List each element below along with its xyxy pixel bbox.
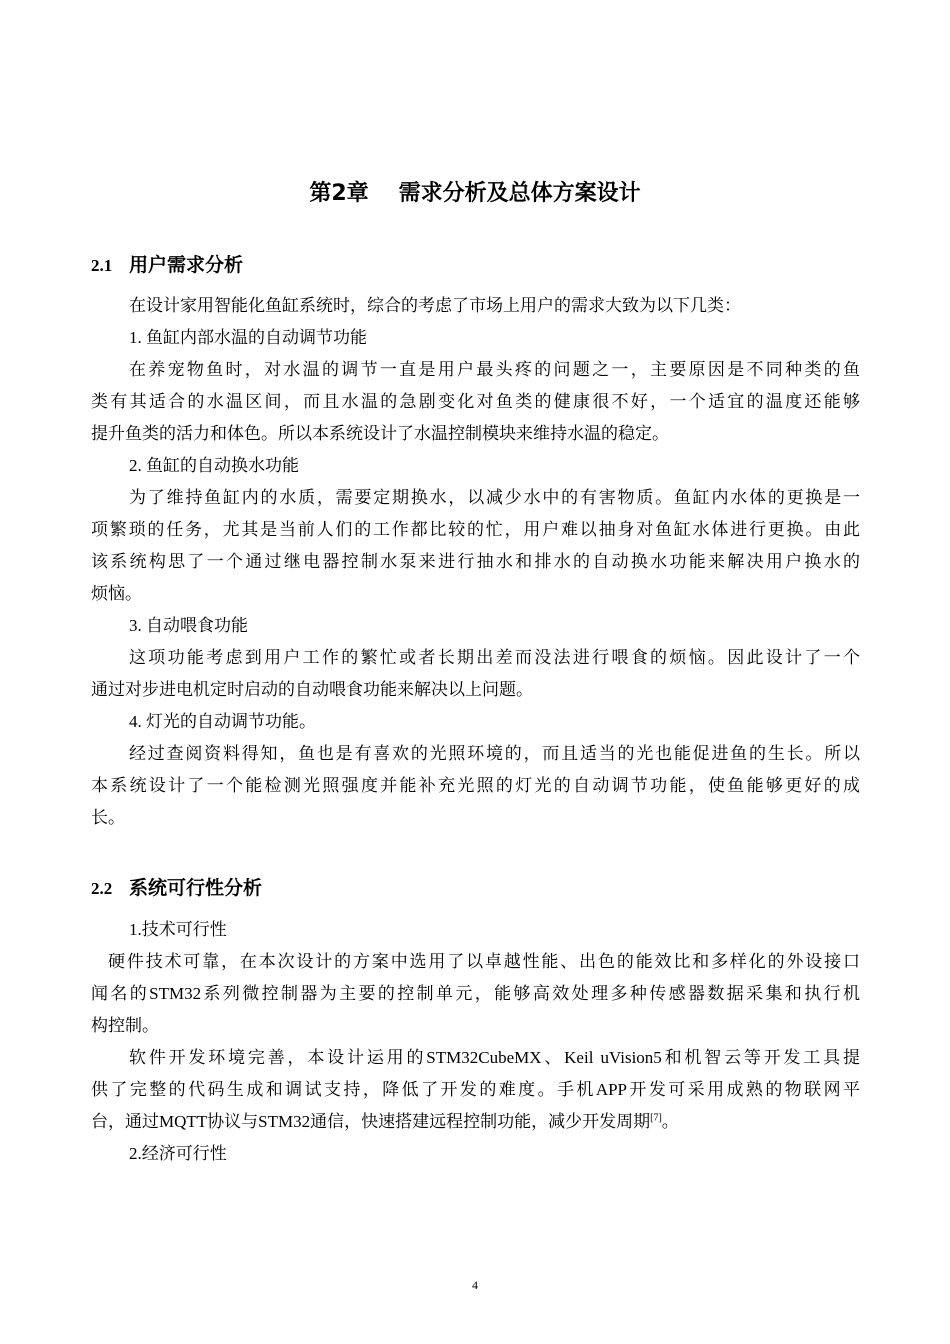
hardware-paragraph: [91, 946, 860, 1042]
paragraph-line: 这项功能考虑到用户工作的繁忙或者长期出差而没法进行喂食的烦恼。因此设计了一个: [129, 648, 860, 667]
item-1-heading: 1. 鱼缸内部水温的自动调节功能: [129, 328, 367, 347]
item-4-paragraph: [91, 738, 860, 834]
paragraph-line: 提升鱼类的活力和体色。所以本系统设计了水温控制模块来维持水温的稳定。: [91, 424, 669, 443]
citation-reference[interactable]: [7]: [650, 1112, 662, 1124]
paragraph-line: 供了完整的代码生成和调试支持，降低了开发的难度。手机APP开发可采用成熟的物联网平: [91, 1080, 860, 1099]
paragraph-line: 项繁琐的任务，尤其是当前人们的工作都比较的忙，用户难以抽身对鱼缸水体进行更换。由此: [91, 520, 860, 539]
section-2-1-body: [91, 290, 860, 834]
software-paragraph: [91, 1042, 860, 1138]
item-3-heading: 3. 自动喂食功能: [129, 616, 248, 635]
intro-paragraph: 在设计家用智能化鱼缸系统时，综合的考虑了市场上用户的需求大致为以下几类：: [129, 296, 741, 315]
paragraph-line: 通过对步进电机定时启动的自动喂食功能来解决以上问题。: [91, 680, 533, 699]
item-4-heading: 4. 灯光的自动调节功能。: [129, 712, 316, 731]
economic-feasibility-heading: 2.经济可行性: [129, 1144, 227, 1163]
paragraph-line: 本系统设计了一个能检测光照强度并能补充光照的灯光的自动调节功能，使鱼能够更好的成: [91, 776, 860, 795]
section-heading-2-1: [91, 250, 243, 281]
chapter-name: 需求分析及总体方案设计: [398, 181, 641, 206]
paragraph-line: 该系统构思了一个通过继电器控制水泵来进行抽水和排水的自动换水功能来解决用户换水的: [91, 552, 860, 571]
item-1-paragraph: [91, 354, 860, 450]
chapter-number: 第2章: [309, 181, 369, 206]
paragraph-line: 硬件技术可靠，在本次设计的方案中选用了以卓越性能、出色的能效比和多样化的外设接口: [108, 952, 860, 971]
paragraph-line: 闻名的STM32系列微控制器为主要的控制单元，能够高效处理多种传感器数据采集和执行机: [91, 984, 860, 1003]
technical-feasibility-heading: 1.技术可行性: [129, 920, 227, 939]
paragraph-text: 。: [661, 1112, 679, 1131]
item-2-paragraph: [91, 482, 860, 610]
paragraph-line: 为了维持鱼缸内的水质，需要定期换水，以减少水中的有害物质。鱼缸内水体的更换是一: [129, 488, 860, 507]
section-heading-2-2: [91, 873, 262, 904]
paragraph-line: 长。: [91, 808, 125, 827]
section-title: 系统可行性分析: [129, 877, 263, 899]
section-title: 用户需求分析: [129, 254, 244, 276]
paragraph-line: 软件开发环境完善，本设计运用的STM32CubeMX、Keil uVision5和机智云等开发工具提: [129, 1048, 860, 1067]
paragraph-line: 经过查阅资料得知，鱼也是有喜欢的光照环境的，而且适当的光也能促进鱼的生长。所以: [129, 744, 860, 763]
paragraph-text: 台，通过MQTT协议与STM32通信，快速搭建远程控制功能，减少开发周期: [91, 1112, 651, 1131]
paragraph-line: 烦恼。: [91, 584, 142, 603]
item-3-paragraph: [91, 642, 860, 706]
chapter-title: [0, 178, 950, 210]
item-2-heading: 2. 鱼缸的自动换水功能: [129, 456, 299, 475]
section-2-2-body: [91, 914, 860, 1170]
section-number: 2.2: [91, 879, 113, 898]
paragraph-line: 类有其适合的水温区间，而且水温的急剧变化对鱼类的健康很不好，一个适宜的温度还能够: [91, 392, 860, 411]
page-number: 4: [472, 1278, 478, 1292]
paragraph-line: [91, 1106, 860, 1138]
paragraph-line: 构控制。: [91, 1016, 159, 1035]
paragraph-line: 在养宠物鱼时，对水温的调节一直是用户最头疼的问题之一，主要原因是不同种类的鱼: [129, 360, 860, 379]
section-number: 2.1: [91, 256, 113, 275]
